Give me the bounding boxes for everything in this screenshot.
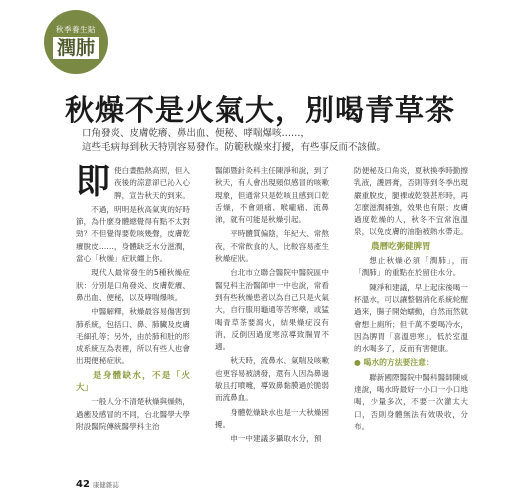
paragraph: 陳淨和建議，早上起床後喝一杯溫水，可以讓整個消化系統轮醒過來，腸子開始蠕動，自然而然就會想上廁所；但千萬不要喝冷水，因為脾胃「喜溫惡寒」，低於室溫的水喝多了，反而有害健康。 (354, 282, 468, 354)
seal-small-text: 秋季養生貼 (56, 24, 96, 34)
paragraph: 聯新國際醫院中醫科醫師陳威達說，喝水時最好一小口一小口地喝，少量多次，不要一次灌太大口，否則身體無法有效吸收，分布。 (354, 372, 468, 431)
seal-big-text: 潤肺 (53, 37, 99, 59)
magazine-name: 康健雜誌 (92, 481, 119, 489)
article-headline: 秋燥不是火氣大，別喝青草茶 (64, 93, 455, 127)
section-subhead: 農曆吃粥健脾胃 (371, 241, 431, 252)
paragraph: 秋天時，流鼻水、氣喘及咳嗽也更容易被誘發，還有人因為鼻過敏且打噴嚏，導致鼻黏膜過於脆弱而流鼻血。 (215, 356, 329, 403)
paragraph: 不過，明明是秋高氣爽的好時節，為什麼身體總覺得有點不太對勁？不但覺得要乾咳幾聲，皮膚乾癢脫皮……，身體缺乏水分滋潤，當心「秋燥」症狀纏上你。 (76, 204, 190, 264)
paragraph: 平時體質偏陰，年紀大、常熬夜，不常飲食的人，比較容易產生秋燥症狀。 (215, 229, 329, 264)
paragraph: 申一中建議多攝取水分，預 (230, 434, 322, 444)
drop-cap: 即 (76, 162, 110, 202)
paragraph: 現代人最常發生的5種秋燥症狀：分別是口角發炎、皮膚乾癢、鼻出血、便秘，以及哮喘爆咳。 (76, 268, 190, 302)
paragraph: 台北市立聯合醫院中醫院區中醫兒科主治醫師申一中也說，常看到有些秋燥患者以為自己只是火氣大，自行服用龜通等苦寒藥，或猛喝青草茶要瀉火，結果燥症沒有消，反倒因過度寒涼導致腸胃不適。 (215, 268, 329, 352)
lead-line-2: 這些毛病每到秋天特別容易發作。防範秋燥來打擾，有些事反而不該做。 (82, 142, 387, 153)
page-footer (76, 479, 119, 490)
tip-heading: ● 喝水的方法要注意： (354, 358, 434, 368)
paragraph: 醫師暨針灸科主任陳淨和說，到了秋天，有人會出現頻似感冒的咳嗽現象，但通常只是乾咳且感到口乾舌燥，不會頭痛、喉嚨痛、流鼻涕，就有可能是秋燥引起。 (215, 166, 329, 225)
body-column-3 (354, 165, 468, 435)
paragraph: 想止秋燥必須「潤肺」，而「潤肺」的重點在於留住水分。 (354, 256, 468, 278)
paragraph: 一般人分不清楚秋燥與燥熱，過癒及感冒的不同，台北醫學大學附設醫院傳統醫學科主治 (76, 397, 190, 431)
body-column-1 (76, 162, 190, 435)
section-subhead: 是身體缺水，不是「火大」 (76, 370, 190, 394)
paragraph: 中醫解釋，秋燥最容易傷害到肺系統，包括口、鼻、肺臟及皮膚毛細孔等；另外，由於肺和肚的形成系統互為表裡，所以有些人也會出現便秘症狀。 (76, 307, 190, 366)
opening-paragraph: 即使白晝酷熱高照，但入夜後的涼意卻已沁入心脾，宣告秋天的到來。 (76, 162, 190, 202)
column-seal-logo (44, 10, 108, 74)
page-number: 42 (76, 479, 90, 490)
lead-line-1: 口角發炎、皮膚乾癢、鼻出血、便秘、哮喘爆咳……， (82, 128, 311, 139)
paragraph: 防便秘及口角炎，夏秋換季時勤擦乳液，護唇膏，否則等到冬季出現嚴重脫皮，腿裸或乾裂甚形時，再怎麼滋潤補強，效果也有限；皮膚過度乾燥的人，秋冬不宜常泡溫泉，以免皮膚的油脂被熱水帶走。 (354, 166, 468, 237)
paragraph: 身體乾燥缺水也是一大秋燥困擾。 (215, 407, 329, 429)
body-column-2 (215, 165, 329, 448)
article-lead (82, 127, 462, 155)
